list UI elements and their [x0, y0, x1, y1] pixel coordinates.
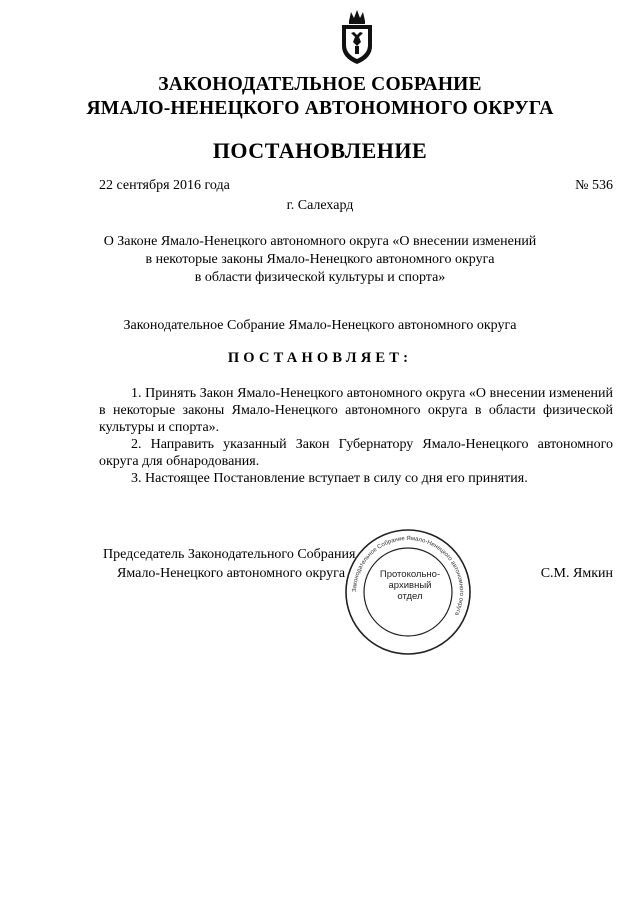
archive-stamp: [344, 528, 472, 656]
document-type: ПОСТАНОВЛЕНИЕ: [212, 138, 428, 163]
signatory-title-line2: Ямало-Ненецкого автономного округа: [117, 566, 346, 581]
document-date: 22 сентября 2016 года: [99, 178, 230, 193]
resolution-item: 1. Принять Закон Ямало-Ненецкого автономного округа «О внесении изменений в некоторые законы Ямало-Ненецкого автономного округа в области физической культуры и спорта».: [99, 386, 613, 435]
organization-name-line1: ЗАКОНОДАТЕЛЬНОЕ СОБРАНИЕ: [158, 74, 482, 95]
document-number: № 536: [575, 178, 613, 193]
document-subject: [0, 233, 640, 287]
stamp-ring-text: Законодательное Собрание Ямало-Ненецкого автономного округа: [351, 535, 465, 617]
signatory-title-line1: Председатель Законодательного Собрания: [103, 547, 356, 562]
organization-name-line2: ЯМАЛО-НЕНЕЦКОГО АВТОНОМНОГО ОКРУГА: [86, 98, 554, 119]
signatory-name: С.М. Ямкин: [540, 566, 613, 581]
resolves-heading: ПОСТАНОВЛЯЕТ:: [227, 350, 413, 366]
preamble: Законодательное Собрание Ямало-Ненецкого автономного округа: [123, 318, 517, 333]
subject-line: в области физической культуры и спорта»: [194, 270, 446, 285]
subject-line: в некоторые законы Ямало-Ненецкого автономного округа: [145, 252, 495, 267]
resolution-item: 3. Настоящее Постановление вступает в силу со дня его принятия.: [131, 471, 528, 486]
subject-line: О Законе Ямало-Ненецкого автономного округа «О внесении изменений: [103, 234, 537, 249]
stamp-line1: Протокольно-: [379, 569, 441, 580]
resolution-item: 2. Направить указанный Закон Губернатору Ямало-Ненецкого автономного округа для обнародования.: [99, 437, 613, 469]
stamp-line2: архивный: [388, 580, 432, 591]
document-city: г. Салехард: [286, 198, 354, 213]
resolution-items: [99, 385, 613, 487]
stamp-line3: отдел: [397, 591, 423, 602]
coat-of-arms-icon: [337, 8, 377, 66]
